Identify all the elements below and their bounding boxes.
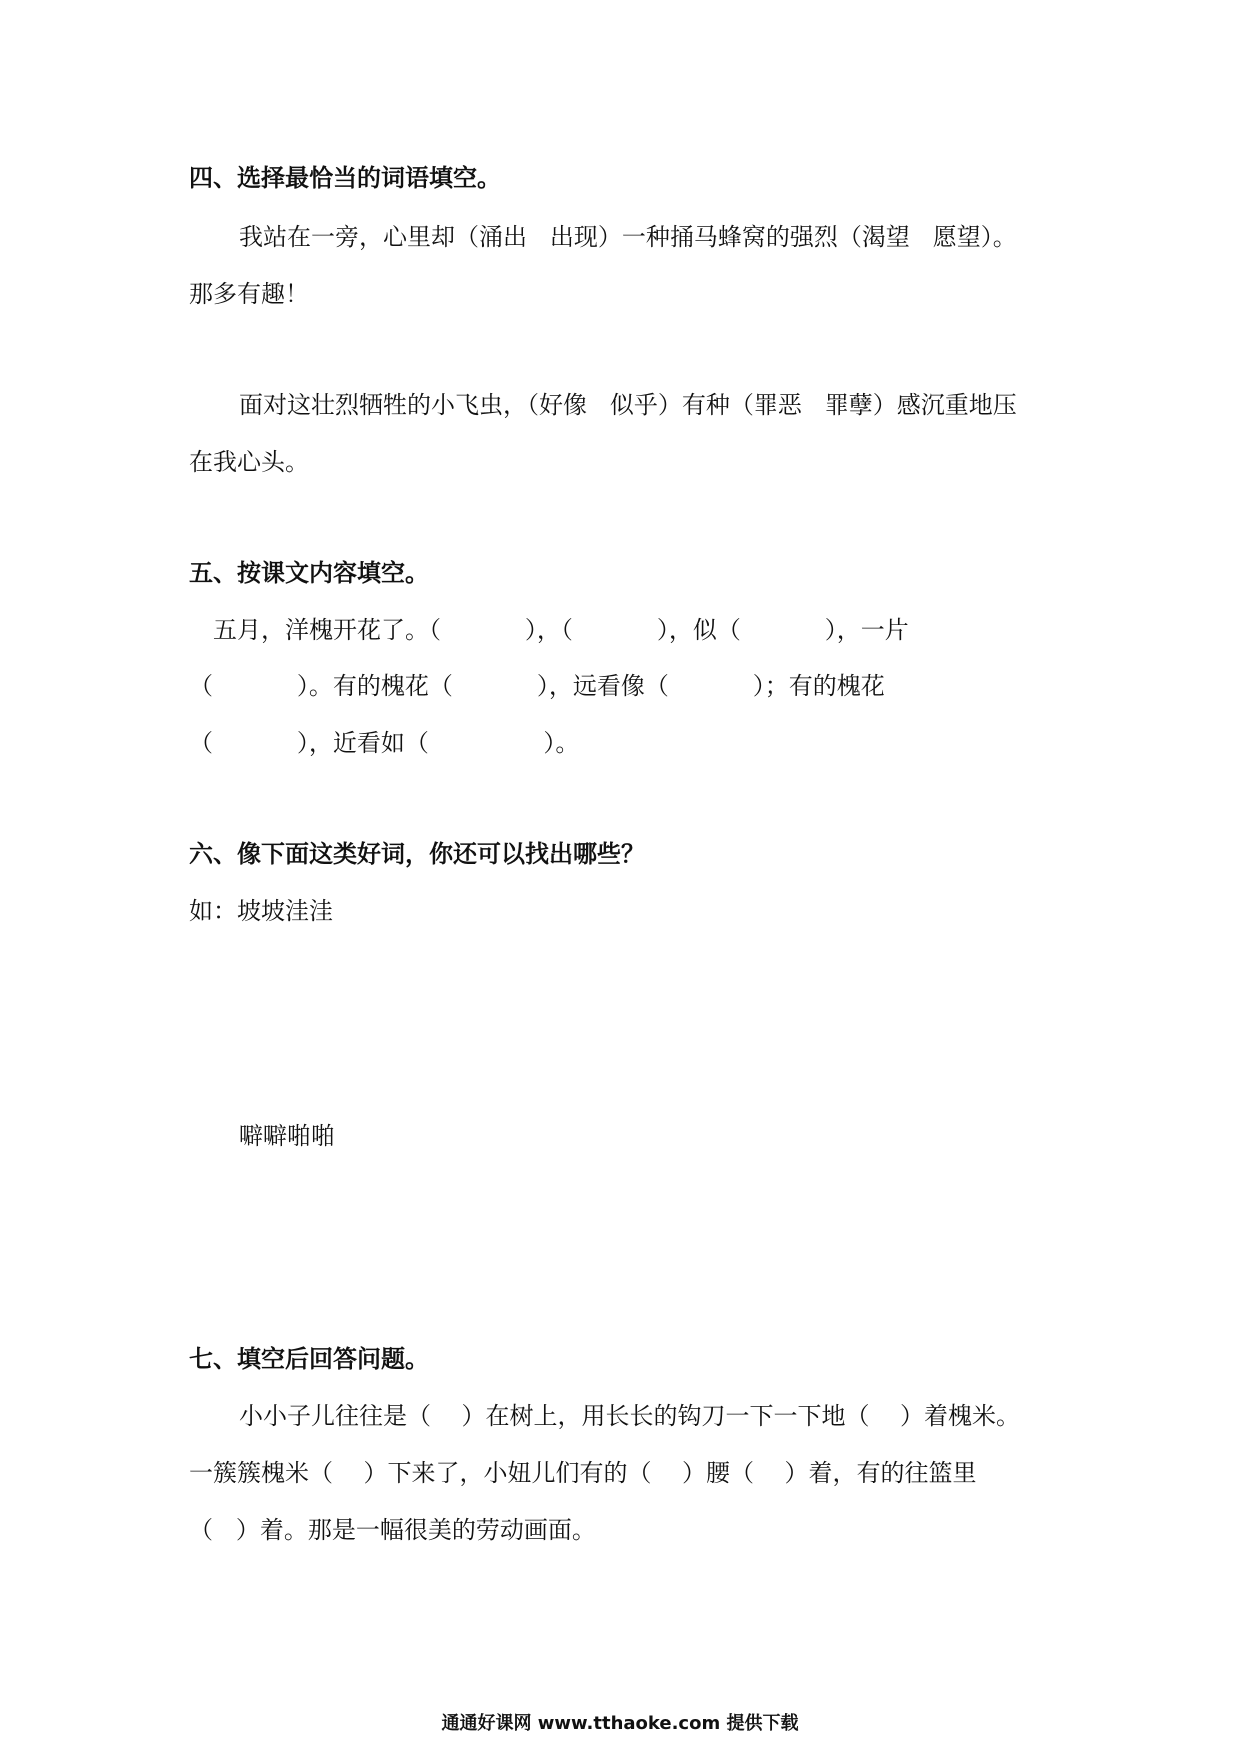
section-5-line-3: （ ），近看如（ ）。: [189, 729, 580, 757]
section-5-line-2: （ ）。有的槐花（ ），远看像（ ）；有的槐花: [189, 672, 885, 700]
section-4-paragraph-2-line-1: 面对这壮烈牺牲的小飞虫，（好像 似乎）有种（罪恶 罪孽）感沉重地压: [239, 391, 1017, 419]
page-footer: 通通好课网 www.tthaoke.com 提供下载: [441, 1713, 799, 1734]
section-7-line-3: （ ）着。那是一幅很美的劳动画面。: [189, 1516, 596, 1544]
section-4-paragraph-1-line-1: 我站在一旁，心里却（涌出 出现）一种捅马蜂窝的强烈（渴望 愿望）。: [239, 223, 1017, 251]
section-7-line-2: 一簇簇槐米（ ）下来了，小妞儿们有的（ ）腰（ ）着，有的往篮里: [189, 1459, 977, 1487]
section-6-heading: 六、像下面这类好词，你还可以找出哪些？: [189, 840, 645, 868]
section-4-paragraph-2-line-2: 在我心头。: [189, 448, 309, 476]
section-4-paragraph-1-line-2: 那多有趣！: [189, 280, 309, 308]
section-6-example-1: 如：坡坡洼洼: [189, 897, 333, 925]
section-5-line-1: 五月，洋槐开花了。（ ），（ ），似（ ），一片: [213, 616, 909, 644]
section-7-heading: 七、填空后回答问题。: [189, 1345, 429, 1373]
section-7-line-1: 小小子儿往往是（ ）在树上，用长长的钩刀一下一下地（ ）着槐米。: [239, 1402, 1021, 1430]
section-4-heading: 四、选择最恰当的词语填空。: [189, 164, 501, 192]
section-5-heading: 五、按课文内容填空。: [189, 559, 429, 587]
section-6-example-2: 噼噼啪啪: [239, 1122, 335, 1150]
